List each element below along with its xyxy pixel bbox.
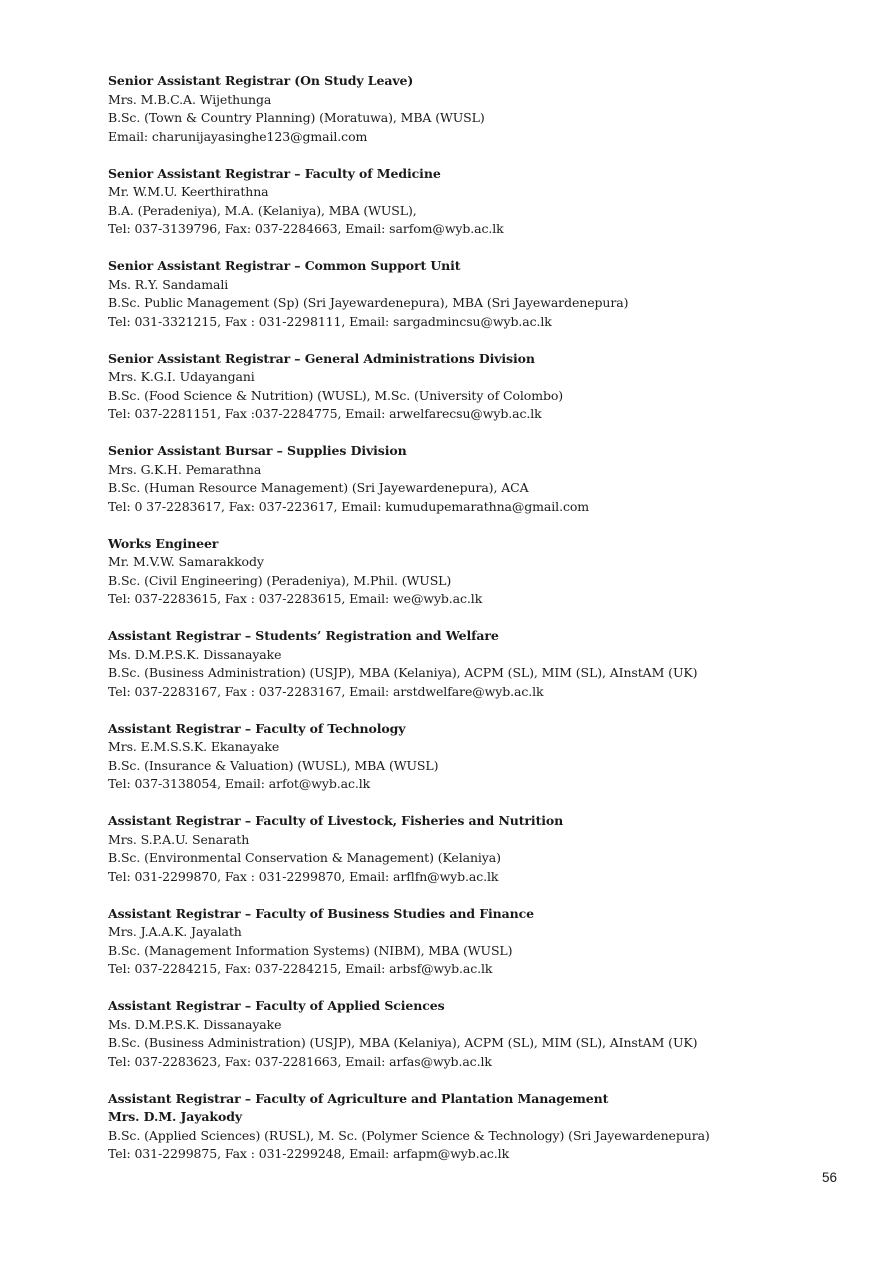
contact-details: Tel: 037-2283167, Fax : 037-2283167, Email: arstdwelfare@wyb.ac.lk	[108, 683, 544, 699]
staff-name: Mrs. D.M. Jayakody	[108, 1109, 243, 1124]
qualifications: B.Sc. (Environmental Conservation & Management) (Kelaniya)	[108, 850, 501, 865]
page-number: 56	[822, 1170, 838, 1185]
staff-name: Mrs. S.P.A.U. Senarath	[108, 831, 250, 847]
directory-entry	[108, 72, 808, 146]
position-title: Assistant Registrar – Students’ Registration and Welfare	[108, 628, 499, 643]
position-title: Senior Assistant Bursar – Supplies Division	[108, 443, 407, 458]
contact-details: Tel: 037-3138054, Email: arfot@wyb.ac.lk	[108, 776, 371, 791]
contact-details: Tel: 031-2299870, Fax : 031-2299870, Email: arflfn@wyb.ac.lk	[108, 868, 499, 884]
directory-entry	[108, 165, 808, 239]
qualifications: B.Sc. (Civil Engineering) (Peradeniya), M.Phil. (WUSL)	[108, 572, 452, 588]
position-title: Senior Assistant Registrar – General Administrations Division	[108, 350, 535, 366]
qualifications: B.Sc. (Town & Country Planning) (Moratuwa), MBA (WUSL)	[108, 110, 485, 125]
position-title: Works Engineer	[108, 535, 219, 551]
staff-name: Mrs. G.K.H. Pemarathna	[108, 461, 262, 477]
qualifications: B.Sc. (Business Administration) (USJP), MBA (Kelaniya), ACPM (SL), MIM (SL), AInstAM (UK)	[108, 1035, 698, 1050]
position-title: Assistant Registrar – Faculty of Agriculture and Plantation Management	[108, 1090, 609, 1106]
contact-details: Tel: 0 37-2283617, Fax: 037-223617, Email: kumudupemarathna@gmail.com	[108, 498, 590, 514]
staff-name: Ms. D.M.P.S.K. Dissanayake	[108, 1016, 282, 1032]
position-title: Assistant Registrar – Faculty of Applied Sciences	[108, 998, 445, 1013]
staff-directory	[108, 72, 808, 1182]
directory-entry	[108, 442, 808, 516]
staff-name: Mrs. J.A.A.K. Jayalath	[108, 924, 242, 939]
staff-name: Mr. M.V.W. Samarakkody	[108, 554, 264, 569]
position-title: Senior Assistant Registrar (On Study Leave)	[108, 73, 414, 88]
position-title: Assistant Registrar – Faculty of Livestock, Fisheries and Nutrition	[108, 813, 564, 828]
staff-name: Mrs. K.G.I. Udayangani	[108, 369, 255, 384]
contact-details: Tel: 037-2281151, Fax :037-2284775, Email: arwelfarecsu@wyb.ac.lk	[108, 406, 542, 421]
qualifications: B.Sc. (Applied Sciences) (RUSL), M. Sc. (Polymer Science & Technology) (Sri Jayewardenepura)	[108, 1127, 710, 1143]
contact-details: Email: charunijayasinghe123@gmail.com	[108, 128, 368, 144]
position-title: Assistant Registrar – Faculty of Technology	[108, 720, 406, 736]
qualifications: B.Sc. (Insurance & Valuation) (WUSL), MBA (WUSL)	[108, 757, 439, 773]
directory-entry	[108, 257, 808, 331]
position-title: Assistant Registrar – Faculty of Business Studies and Finance	[108, 905, 534, 921]
position-title: Senior Assistant Registrar – Faculty of Medicine	[108, 165, 441, 181]
qualifications: B.Sc. (Business Administration) (USJP), MBA (Kelaniya), ACPM (SL), MIM (SL), AInstAM (UK)	[108, 665, 698, 680]
directory-entry	[108, 627, 808, 701]
qualifications: B.A. (Peradeniya), M.A. (Kelaniya), MBA (WUSL),	[108, 202, 417, 218]
directory-entry	[108, 997, 808, 1071]
qualifications: B.Sc. (Food Science & Nutrition) (WUSL), M.Sc. (University of Colombo)	[108, 387, 564, 403]
contact-details: Tel: 037-2283615, Fax : 037-2283615, Email: we@wyb.ac.lk	[108, 591, 483, 606]
qualifications: B.Sc. Public Management (Sp) (Sri Jayewardenepura), MBA (Sri Jayewardenepura)	[108, 295, 629, 310]
contact-details: Tel: 037-2283623, Fax: 037-2281663, Email: arfas@wyb.ac.lk	[108, 1053, 492, 1069]
staff-name: Ms. D.M.P.S.K. Dissanayake	[108, 646, 282, 662]
contact-details: Tel: 037-3139796, Fax: 037-2284663, Email: sarfom@wyb.ac.lk	[108, 221, 504, 236]
position-title: Senior Assistant Registrar – Common Support Unit	[108, 258, 461, 273]
contact-details: Tel: 031-3321215, Fax : 031-2298111, Email: sargadmincsu@wyb.ac.lk	[108, 313, 552, 329]
contact-details: Tel: 037-2284215, Fax: 037-2284215, Email: arbsf@wyb.ac.lk	[108, 961, 493, 976]
directory-entry	[108, 812, 808, 886]
directory-entry	[108, 905, 808, 979]
directory-entry	[108, 350, 808, 424]
directory-entry	[108, 1090, 808, 1164]
contact-details: Tel: 031-2299875, Fax : 031-2299248, Email: arfapm@wyb.ac.lk	[108, 1146, 510, 1161]
staff-name: Ms. R.Y. Sandamali	[108, 276, 229, 292]
qualifications: B.Sc. (Human Resource Management) (Sri Jayewardenepura), ACA	[108, 480, 529, 495]
staff-name: Mrs. E.M.S.S.K. Ekanayake	[108, 739, 280, 754]
qualifications: B.Sc. (Management Information Systems) (NIBM), MBA (WUSL)	[108, 942, 513, 958]
staff-name: Mrs. M.B.C.A. Wijethunga	[108, 91, 272, 107]
staff-name: Mr. W.M.U. Keerthirathna	[108, 184, 269, 199]
directory-entry	[108, 535, 808, 609]
directory-entry	[108, 720, 808, 794]
